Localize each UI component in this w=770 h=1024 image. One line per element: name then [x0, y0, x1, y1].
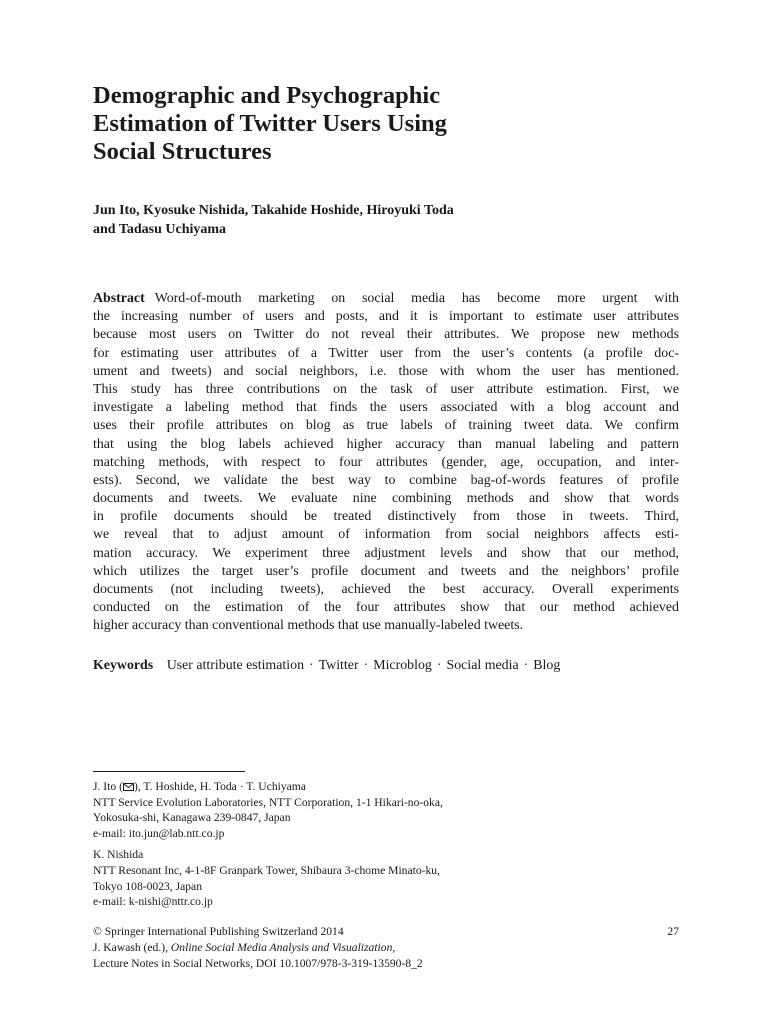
abstract-line: in profile documents should be treated distinctively from those in tweets. Third, — [93, 509, 679, 525]
keywords-section — [93, 657, 679, 675]
copyright-block — [93, 924, 679, 971]
footnote-divider — [93, 771, 245, 772]
abstract-line: for estimating user attributes of a Twitter user from the user’s contents (a profile doc- — [93, 345, 679, 361]
keyword-separator: · — [363, 658, 369, 673]
keyword-item: Microblog — [373, 658, 432, 673]
abstract-line: conducted on the estimation of the four attributes show that our method achieved — [93, 600, 679, 616]
keyword-item: Twitter — [318, 658, 359, 673]
affiliation-block — [93, 779, 679, 841]
abstract-text: Word-of-mouth marketing on social media has become more urgent with — [154, 291, 679, 306]
citation-editor: J. Kawash (ed.), — [93, 940, 171, 954]
abstract-line: documents and tweets. We evaluate nine combining methods and show that words — [93, 491, 679, 507]
keywords-heading: Keywords — [93, 658, 154, 673]
author-list — [93, 201, 653, 239]
keyword-item: Social media — [446, 658, 519, 673]
abstract-line: because most users on Twitter do not reveal their attributes. We propose new methods — [93, 327, 679, 343]
citation-comma: , — [392, 940, 396, 954]
keyword-separator: · — [523, 658, 529, 673]
keyword-separator: · — [436, 658, 442, 673]
book-title: Online Social Media Analysis and Visualization — [170, 940, 393, 954]
abstract-line: the increasing number of users and posts, and it is important to estimate user attributes — [93, 309, 679, 325]
affiliation-line: NTT Resonant Inc, 4-1-8F Granpark Tower, Shibaura 3-chome Minato-ku, — [93, 863, 440, 877]
affiliation-line: Yokosuka-shi, Kanagawa 239-0847, Japan — [93, 811, 291, 825]
abstract-line: investigate a labeling method that finds the users associated with a blog account and — [93, 400, 679, 416]
title-line: Social Structures — [93, 138, 272, 165]
author-affiliations — [93, 779, 679, 916]
affiliation-line — [93, 779, 679, 795]
abstract-line: documents (not including tweets), achieved the best accuracy. Overall experiments — [93, 582, 679, 597]
keyword-separator: · — [309, 658, 314, 673]
abstract-line: This study has three contributions on the task of user attribute estimation. First, we — [93, 381, 679, 397]
affiliation-names-prefix: J. Ito ( — [93, 780, 123, 793]
abstract-section — [93, 290, 679, 636]
author-line: Jun Ito, Kyosuke Nishida, Takahide Hoshide, Hiroyuki Toda — [93, 203, 454, 218]
paper-title — [93, 82, 573, 166]
title-line: Estimation of Twitter Users Using — [93, 110, 447, 137]
abstract-line: we reveal that to adjust amount of information from social neighbors affects esti- — [93, 527, 679, 543]
keyword-item: Blog — [533, 658, 561, 673]
abstract-heading: Abstract — [93, 291, 145, 306]
abstract-line: ests). Second, we validate the best way to combine bag-of-words features of profile — [93, 472, 679, 488]
affiliation-email: e-mail: k-nishi@nttr.co.jp — [93, 895, 213, 909]
affiliation-names-suffix: ), T. Hoshide, H. Toda · T. Uchiyama — [133, 780, 306, 793]
affiliation-block — [93, 847, 679, 909]
abstract-line: mation accuracy. We experiment three adjustment levels and show that our method, — [93, 545, 679, 561]
envelope-icon — [123, 783, 134, 791]
abstract-line: uses their profile attributes on blog as true labels of training tweet data. We confirm — [93, 418, 679, 434]
copyright-line: © Springer International Publishing Switzerland 2014 — [93, 925, 344, 938]
affiliation-line: K. Nishida — [93, 848, 144, 862]
doi-line: Lecture Notes in Social Networks, DOI 10.1007/978-3-319-13590-8_2 — [93, 956, 423, 970]
citation-line — [93, 940, 679, 956]
affiliation-line: NTT Service Evolution Laboratories, NTT Corporation, 1-1 Hikari-no-oka, — [93, 795, 443, 809]
abstract-line: which utilizes the target user’s profile document and tweets and the neighbors’ profile — [93, 563, 679, 579]
affiliation-email: e-mail: ito.jun@lab.ntt.co.jp — [93, 826, 225, 840]
keyword-item: User attribute estimation — [166, 658, 305, 673]
title-line: Demographic and Psychographic — [93, 82, 441, 109]
author-line: and Tadasu Uchiyama — [93, 222, 227, 237]
abstract-line: that using the blog labels achieved higher accuracy than manual labeling and pattern — [93, 436, 679, 452]
abstract-line — [93, 290, 679, 308]
abstract-line: matching methods, with respect to four attributes (gender, age, occupation, and inter- — [93, 454, 679, 470]
page-number: 27 — [667, 925, 679, 938]
affiliation-line: Tokyo 108-0023, Japan — [93, 879, 202, 893]
abstract-line: higher accuracy than conventional methods that use manually-labeled tweets. — [93, 618, 524, 634]
abstract-line: ument and tweets) and social neighbors, i.e. those with whom the user has mentioned. — [93, 363, 679, 379]
